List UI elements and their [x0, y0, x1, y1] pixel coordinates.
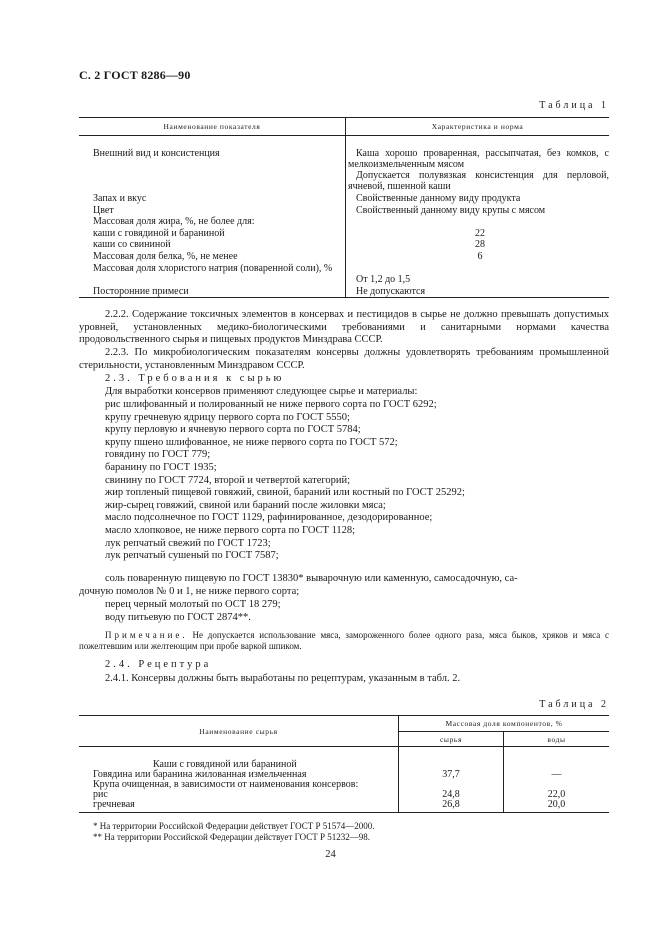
- table2-water-cell: 22,0: [547, 789, 566, 800]
- table1-top-rule: [79, 117, 609, 118]
- table1-name-cell: Посторонние примеси: [93, 286, 189, 297]
- table1-caption: Таблица 1: [539, 100, 609, 111]
- table2-header-rule: [79, 746, 609, 747]
- table2-name-cell: Говядина или баранина жилованная измельченная: [93, 769, 307, 780]
- list-item: крупу пшено шлифованное, не ниже первого сорта по ГОСТ 572;: [105, 436, 398, 448]
- table1-name-cell: Массовая доля хлористого натрия (поваренной соли), %: [93, 263, 333, 274]
- table2-raw-cell: 26,8: [442, 799, 460, 810]
- table2-water-cell: 20,0: [547, 799, 566, 810]
- table2-water-cell: —: [551, 769, 562, 780]
- table1-value-cell: Свойственный данному виду крупы с мясом: [356, 205, 546, 216]
- table2-header-water: воды: [547, 735, 566, 744]
- table1-name-cell: Массовая доля жира, %, не более для:: [93, 216, 255, 227]
- table1-value-cell: 22: [475, 228, 485, 239]
- list-item: говядину по ГОСТ 779;: [105, 449, 211, 461]
- table2-name-cell: гречневая: [93, 799, 135, 810]
- table2-name-cell: рис: [93, 789, 108, 800]
- list-item: свинину по ГОСТ 7724, второй и четвертой категорий;: [105, 474, 351, 486]
- table2-raw-cell: 24,8: [442, 789, 460, 800]
- list-item-salt: соль поваренную пищевую по ГОСТ 13830* выварочную или каменную, самосадочную, са-: [105, 573, 518, 584]
- page-number: 24: [325, 849, 336, 860]
- section-2-3-heading: 2.3. Требования к сырью: [105, 373, 285, 384]
- raw-materials-list: [105, 399, 465, 563]
- list-item: баранину по ГОСТ 1935;: [105, 461, 217, 473]
- table1-header-value: Характеристика и норма: [431, 122, 524, 131]
- list-item-pepper: перец черный молотый по ОСТ 18 279;: [105, 599, 281, 610]
- table2-subheader-rule: [398, 731, 609, 732]
- table1-value-cell: 28: [475, 239, 485, 250]
- list-item-water: воду питьевую по ГОСТ 2874**.: [105, 612, 251, 623]
- table1-bottom-rule: [79, 297, 609, 298]
- note: [79, 630, 609, 652]
- list-item: масло подсолнечное по ГОСТ 1129, рафинированное, дезодорированное;: [105, 512, 433, 524]
- table1-name-cell: Цвет: [93, 205, 114, 216]
- list-item: масло хлопковое, не ниже первого сорта по ГОСТ 1128;: [105, 524, 356, 536]
- list-item: рис шлифованный и полированный не ниже первого сорта по ГОСТ 6292;: [105, 399, 437, 410]
- table1-name-cell: Внешний вид и консистенция: [93, 148, 220, 159]
- table2-header-raw: сырья: [440, 735, 462, 744]
- table1-value-cell: Допускается полувязкая консистенция для перловой, ячневой, пшенной каши: [348, 170, 609, 192]
- footnote: ** На территории Российской Федерации действует ГОСТ Р 51232—98.: [93, 832, 370, 842]
- table2-header-group: Массовая доля компонентов, %: [445, 719, 563, 728]
- table1-name-cell: каши с говядиной и бараниной: [93, 228, 225, 239]
- paragraph-2-2-3: 2.2.3. По микробиологическим показателям консервы должны удовлетворять требованиям промышленной стерильности, установленным Минздравом СССР.: [79, 347, 609, 371]
- list-item: крупу гречневую ядрицу первого сорта по ГОСТ 5550;: [105, 411, 350, 423]
- list-item: лук репчатый сушеный по ГОСТ 7587;: [105, 550, 279, 562]
- table1-value-cell: Каша хорошо проваренная, рассыпчатая, без комков, с мелкоизмельченным мясом: [348, 148, 609, 170]
- section-2-4-heading: 2.4. Рецептура: [105, 659, 212, 670]
- table1-name-cell: Запах и вкус: [93, 193, 147, 204]
- table2-raw-cell: 37,7: [442, 769, 460, 780]
- table2-top-rule: [79, 715, 609, 716]
- table1-name-cell: каши со свининой: [93, 239, 171, 250]
- table1-value-cell: Свойственные данному виду продукта: [356, 193, 521, 204]
- note-label: Примечание.: [105, 630, 188, 640]
- list-item: лук репчатый свежий по ГОСТ 1723;: [105, 537, 271, 549]
- page-header: С. 2 ГОСТ 8286—90: [79, 68, 191, 82]
- table1-value-cell: От 1,2 до 1,5: [356, 274, 411, 285]
- footnote: * На территории Российской Федерации действует ГОСТ Р 51574—2000.: [93, 821, 375, 831]
- section-2-3-intro: Для выработки консервов применяют следующее сырье и материалы:: [105, 386, 418, 397]
- paragraph-2-2-2: 2.2.2. Содержание токсичных элементов в консервах и пестицидов в сырье не должно превышать допустимых уровней, установленных медико-биологическими требованиями и санитарными нормами качества продовольственного сырья и пищевых продуктов Минздрава СССР.: [79, 309, 609, 346]
- table2-bottom-rule: [79, 812, 609, 813]
- list-item: крупу перловую и ячневую первого сорта по ГОСТ 5784;: [105, 424, 361, 436]
- table2-header-name: Наименование сырья: [199, 727, 278, 736]
- table2-group-title: Каши с говядиной или бараниной: [153, 759, 297, 770]
- table1-header-name: Наименование показателя: [163, 122, 261, 131]
- note-text: Не допускается использование мяса, замороженного более одного раза, мяса быков, хряков и мяса с пожелтевшим или желтеющим при пробе варкой шпиком.: [79, 630, 609, 651]
- list-item: жир-сырец говяжий, свиной или бараний после жиловки мяса;: [105, 499, 386, 511]
- table1-col-divider: [345, 117, 346, 297]
- table2-caption: Таблица 2: [539, 699, 609, 710]
- list-item: жир топленый пищевой говяжий, свиной, бараний или костный по ГОСТ 25292;: [105, 487, 465, 499]
- list-item-salt-cont: дочную помолов № 0 и 1, не ниже первого сорта;: [79, 586, 300, 597]
- table1-name-cell: Массовая доля белка, %, не менее: [93, 251, 238, 262]
- table1-value-cell: 6: [477, 251, 483, 262]
- table1-value-cell: Не допускаются: [356, 286, 426, 297]
- table2-name-cell: Крупа очищенная, в зависимости от наименования консервов:: [93, 779, 359, 790]
- paragraph-2-4-1: 2.4.1. Консервы должны быть выработаны по рецептурам, указанным в табл. 2.: [105, 673, 461, 684]
- table1-header-rule: [79, 135, 609, 136]
